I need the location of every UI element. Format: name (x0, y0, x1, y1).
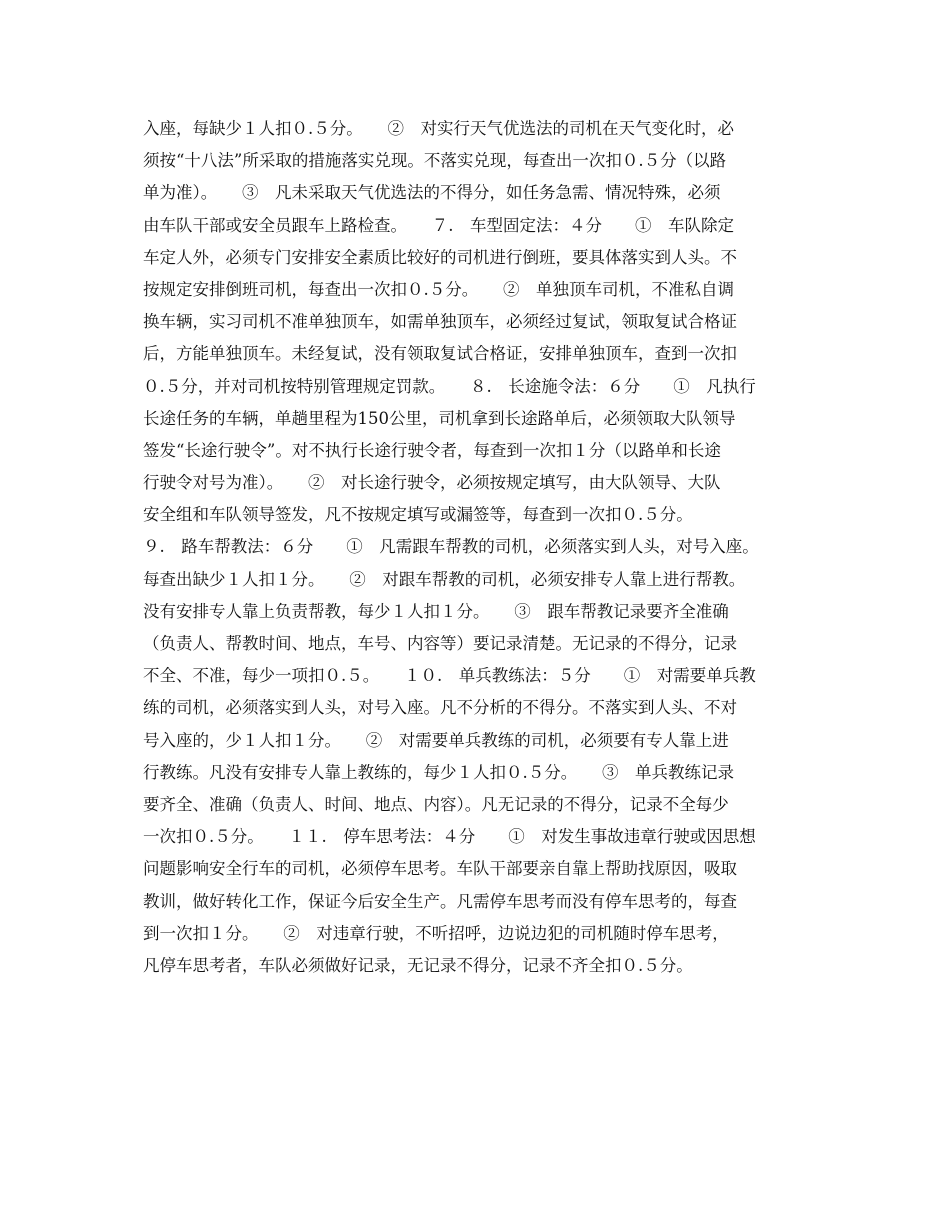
text-line: 问题影响安全行车的司机，必须停车思考。车队干部要亲自靠上帮助找原因，吸取 (143, 859, 737, 879)
text-line: 每查出缺少１人扣１分。 ② 对跟车帮教的司机，必须安排专人靠上进行帮教。 (143, 569, 746, 589)
text-line: 长途任务的车辆，单趟里程为150公里，司机拿到长途路单后，必须领取大队领导 (143, 408, 736, 428)
text-line: 行驶令对号为准）。 ② 对长途行驶令，必须按规定填写，由大队领导、大队 (143, 473, 721, 493)
text-line: 没有安排专人靠上负责帮教，每少１人扣１分。 ③ 跟车帮教记录要齐全准确 (143, 601, 729, 621)
text-line: （负责人、帮教时间、地点，车号、内容等）要记录清楚。无记录的不得分，记录 (143, 634, 737, 653)
text-line: 车定人外，必须专门安排安全素质比较好的司机进行倒班，要具体落实到人头。不 (143, 247, 737, 267)
text-line: 入座，每缺少１人扣０.５分。 ② 对实行天气优选法的司机在天气变化时，必 (143, 119, 734, 138)
text-line: 不全、不准，每少一项扣０.５。 １０. 单兵教练法：５分 ① 对需要单兵教 (143, 666, 756, 686)
text-line: 凡停车思考者，车队必须做好记录，无记录不得分，记录不齐全扣０.５分。 (143, 955, 693, 975)
text-line: ９. 路车帮教法：６分 ① 凡需跟车帮教的司机，必须落实到人头，对号入座。 (143, 537, 759, 557)
text-line: 练的司机，必须落实到人头，对号入座。凡不分析的不得分。不落实到人头、不对 (143, 698, 737, 718)
text-line: 签发“长途行驶令”。对不执行长途行驶令者，每查到一次扣１分（以路单和长途 (143, 440, 721, 460)
text-line: 到一次扣１分。 ② 对违章行驶，不听招呼，边说边犯的司机随时停车思考， (143, 923, 729, 943)
text-line: 后，方能单独顶车。未经复试，没有领取复试合格证，安排单独顶车，查到一次扣 (143, 344, 737, 364)
text-line: 安全组和车队领导签发，凡不按规定填写或漏签等，每查到一次扣０.５分。 (143, 505, 693, 525)
text-line: ０.５分，并对司机按特别管理规定罚款。 ８. 长途施令法：６分 ① 凡执行 (143, 376, 756, 396)
text-line: 号入座的，少１人扣１分。 ② 对需要单兵教练的司机，必须要有专人靠上进 (143, 730, 729, 750)
text-line: 教训，做好转化工作，保证今后安全生产。凡需停车思考而没有停车思考的，每查 (143, 891, 737, 911)
text-line: 换车辆，实习司机不准单独顶车，如需单独顶车，必须经过复试，领取复试合格证 (143, 312, 737, 332)
text-line: 单为准）。 ③ 凡未采取天气优选法的不得分，如任务急需、情况特殊，必须 (143, 183, 721, 203)
text-line: 行教练。凡没有安排专人靠上教练的，每少１人扣０.５分。 ③ 单兵教练记录 (143, 762, 734, 782)
text-line: 须按“十八法”所采取的措施落实兑现。不落实兑现，每查出一次扣０.５分（以路 (143, 151, 727, 171)
text-line: 要齐全、准确（负责人、时间、地点、内容）。凡无记录的不得分，记录不全每少 (143, 794, 729, 814)
text-line: 一次扣０.５分。 １１. 停车思考法：４分 ① 对发生事故违章行驶或因思想 (143, 827, 756, 847)
text-line: 按规定安排倒班司机，每查出一次扣０.５分。 ② 单独顶车司机，不准私自调 (143, 279, 734, 299)
body-text (143, 113, 823, 982)
text-line: 由车队干部或安全员跟车上路检查。 ７. 车型固定法：４分 ① 车队除定 (143, 215, 734, 235)
